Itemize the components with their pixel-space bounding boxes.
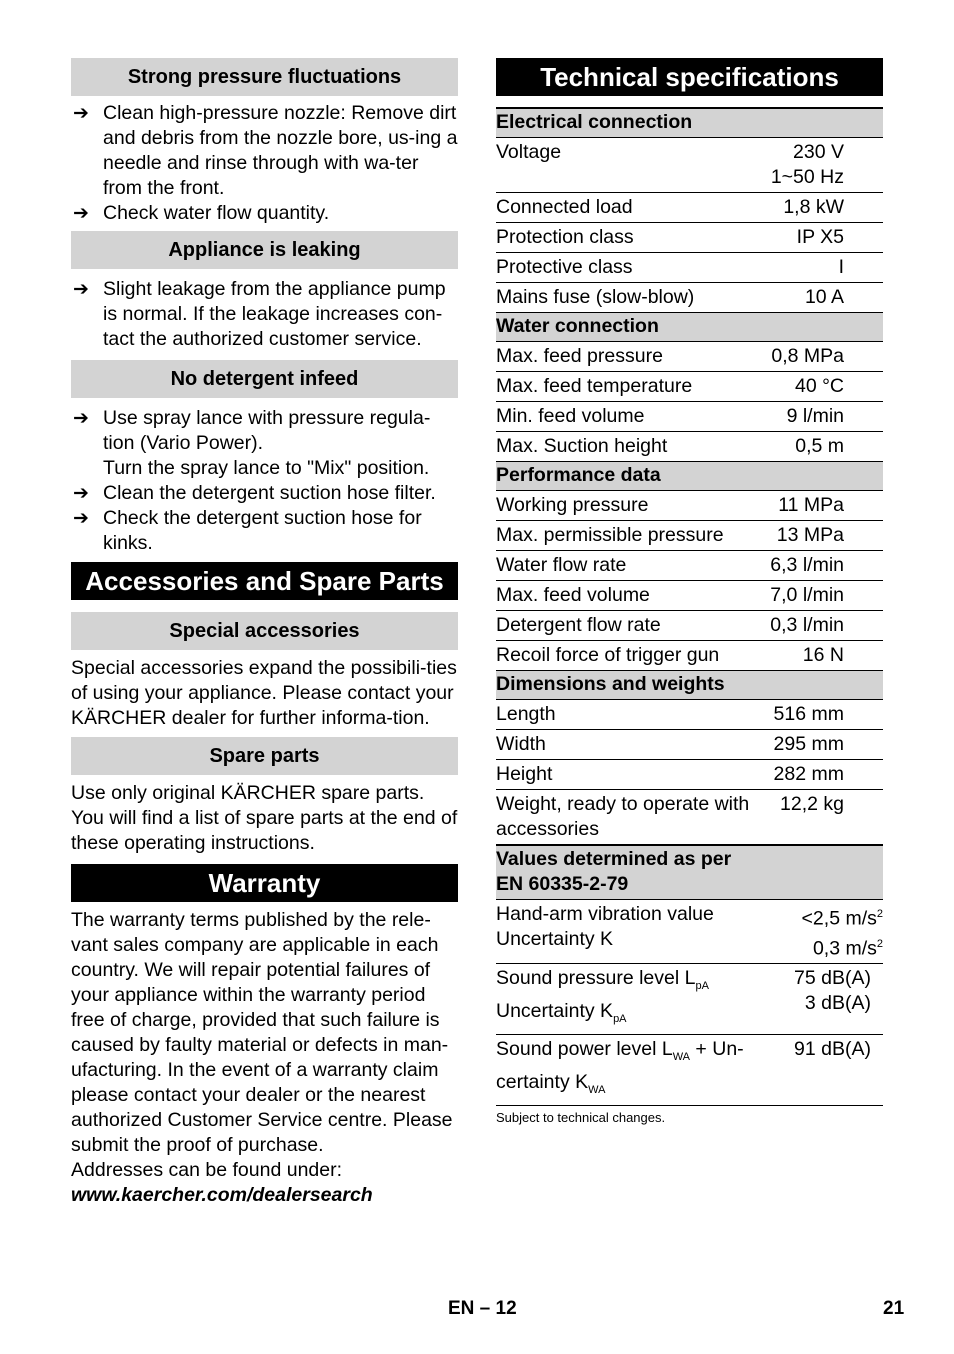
list-item: ➔ Slight leakage from the appliance pump is normal. If the leakage increases con-tact the authorized customer service.: [73, 278, 446, 350]
section-electrical: Electrical connection: [496, 108, 883, 138]
table-row: Protective class I: [496, 253, 883, 283]
spec-table: [496, 107, 883, 1106]
appliance-leaking-heading: Appliance is leaking: [71, 231, 458, 269]
table-row: Voltage 230 V 1~50 Hz: [496, 138, 883, 193]
section-performance: Performance data: [496, 462, 883, 491]
list-item: ➔ Check the detergent suction hose for kinks.: [73, 507, 422, 554]
table-row: Detergent flow rate 0,3 l/min: [496, 611, 883, 641]
special-accessories-text: Special accessories expand the possibili-ties of using your appliance. Please contact your KÄRCHER dealer for further informa-tion.: [71, 657, 457, 729]
right-column: [496, 58, 883, 1125]
spare-parts-heading: Spare parts: [71, 737, 458, 775]
arrow-right-icon: ➔: [73, 279, 89, 300]
page-label: EN – 12: [448, 1298, 517, 1319]
arrow-right-icon: ➔: [73, 103, 89, 124]
table-row: Max. feed volume 7,0 l/min: [496, 581, 883, 611]
arrow-right-icon: ➔: [73, 408, 89, 429]
table-row: Water flow rate 6,3 l/min: [496, 551, 883, 581]
warranty-heading: Warranty: [71, 864, 458, 902]
table-row: Sound pressure level $L_{pA}$ Uncertainty $K_{pA}$ 75 dB(A) 3 dB(A): [496, 964, 883, 1035]
table-row: Sound power level $L_{WA} + Un-$ certainty $K_{WA}$ 91 dB(A): [496, 1034, 883, 1105]
table-row: Height 282 mm: [496, 760, 883, 790]
table-row: Max. Suction height 0,5 m: [496, 432, 883, 462]
appliance-leaking-list: [71, 277, 458, 352]
no-detergent-heading: No detergent infeed: [71, 360, 458, 398]
warranty-text: The warranty terms published by the rele-vant sales company are applicable in each country. We will repair potential failures of your appliance within the warranty period free of charge, provided that such failure is caused by faulty material or defects in man-ufacturing. In the event of a warranty claim please contact your dealer or the nearest authorized Customer Service centre. Please submit the proof of purchase.: [71, 909, 453, 1156]
table-row: Connected load 1,8 kW: [496, 193, 883, 223]
table-row: Protection class IP X5: [496, 223, 883, 253]
list-item: ➔ Use spray lance with pressure regula-tion (Vario Power). Turn the spray lance to "Mix" position.: [73, 407, 431, 479]
accessories-heading: Accessories and Spare Parts: [71, 562, 458, 600]
table-row: Working pressure 11 MPa: [496, 491, 883, 521]
section-water: Water connection: [496, 313, 883, 342]
page-number: 21: [883, 1298, 905, 1319]
technical-specifications-heading: Technical specifications: [496, 58, 883, 96]
table-row: Weight, ready to operate with accessories 12,2 kg: [496, 790, 883, 846]
section-values: Values determined as per EN 60335-2-79: [496, 845, 883, 900]
table-row: Max. feed temperature 40 °C: [496, 372, 883, 402]
special-accessories-heading: Special accessories: [71, 612, 458, 650]
pressure-fluctuations-heading: Strong pressure fluctuations: [71, 58, 458, 96]
list-item: ➔ Clean high-pressure nozzle: Remove dirt and debris from the nozzle bore, us-ing a needle and rinse through with wa-ter from the front.: [73, 102, 458, 199]
table-row: Width 295 mm: [496, 730, 883, 760]
table-row: Recoil force of trigger gun 16 N: [496, 641, 883, 671]
arrow-right-icon: ➔: [73, 483, 89, 504]
left-column: [71, 58, 458, 1208]
warranty-addresses: Addresses can be found under:: [71, 1159, 343, 1181]
table-row: Max. permissible pressure 13 MPa: [496, 521, 883, 551]
list-item: ➔ Check water flow quantity.: [73, 202, 330, 224]
table-row: Max. feed pressure 0,8 MPa: [496, 342, 883, 372]
table-row: Mains fuse (slow-blow) 10 A: [496, 283, 883, 313]
arrow-right-icon: ➔: [73, 508, 89, 529]
section-dimensions: Dimensions and weights: [496, 671, 883, 700]
dealersearch-link[interactable]: www.kaercher.com/dealersearch: [71, 1184, 373, 1206]
list-item: ➔ Clean the detergent suction hose filter.: [73, 482, 436, 504]
table-row: Hand-arm vibration value Uncertainty K <2,5 $m/s^2$ 0,3 $m/s^2$: [496, 900, 883, 964]
arrow-right-icon: ➔: [73, 203, 89, 224]
spare-parts-text: Use only original KÄRCHER spare parts. You will find a list of spare parts at the end of these operating instructions.: [71, 782, 458, 854]
footnote: Subject to technical changes.: [496, 1109, 666, 1125]
no-detergent-list: [71, 406, 458, 556]
table-row: Length 516 mm: [496, 700, 883, 730]
table-row: Min. feed volume 9 l/min: [496, 402, 883, 432]
pressure-fluctuations-list: [71, 101, 458, 226]
